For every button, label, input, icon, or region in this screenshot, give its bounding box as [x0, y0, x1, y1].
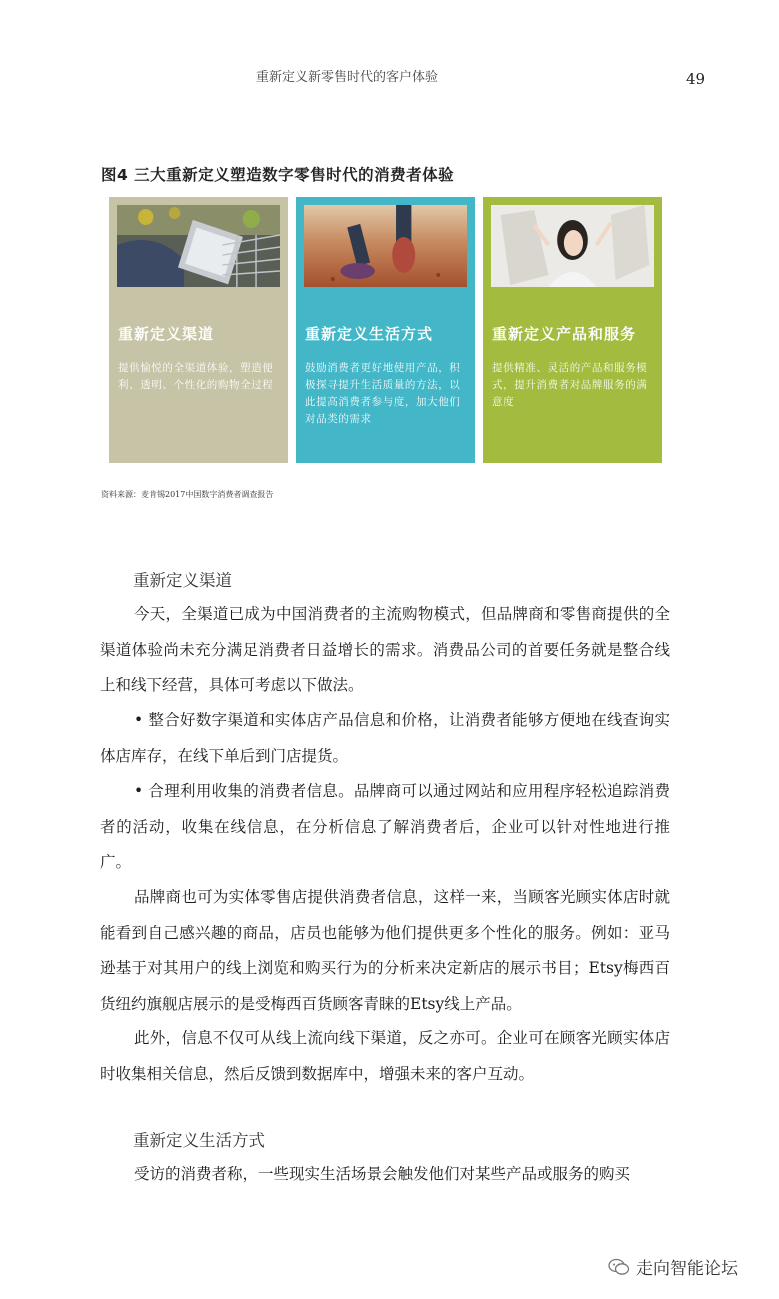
paragraph: 此外，信息不仅可从线上流向线下渠道，反之亦可。企业可在顾客光顾实体店时收集相关信息，然后反馈到数据库中，增强未来的客户互动。: [100, 1029, 670, 1083]
panel-channel-text: 提供愉悦的全渠道体验，塑造便利、透明、个性化的购物全过程: [118, 362, 274, 391]
panel-products-title: 重新定义产品和服务: [492, 325, 637, 343]
panel-channel-title: 重新定义渠道: [118, 325, 215, 343]
panel-products: [483, 197, 662, 463]
figure-panels: [109, 197, 662, 463]
paragraph: 品牌商也可为实体零售店提供消费者信息，这样一来，当顾客光顾实体店时就能看到自己感兴趣的商品，店员也能够为他们提供更多个性化的服务。例如：亚马逊基于对其用户的线上浏览和购买行为的分析来决定新店的展示书目；Etsy梅西百货纽约旗舰店展示的是受梅西百货顾客青睐的Etsy线上产品。: [100, 888, 670, 1013]
running-shoes-photo: [304, 205, 467, 287]
wechat-icon: [608, 1258, 630, 1276]
shopping-woman-photo: [491, 205, 654, 287]
bullet-paragraph: • 整合好数字渠道和实体店产品信息和价格，让消费者能够方便地在线查询实体店库存，在线下单后到门店提货。: [100, 711, 670, 765]
page-number: 49: [686, 70, 706, 88]
running-head: 重新定义新零售时代的客户体验: [256, 70, 439, 85]
watermark-text: 走向智能论坛: [636, 1259, 738, 1279]
figure-title: 图4 三大重新定义塑造数字零售时代的消费者体验: [101, 166, 455, 184]
bullet-paragraph: • 合理利用收集的消费者信息。品牌商可以通过网站和应用程序轻松追踪消费者的活动，收集在线信息，在分析信息了解消费者后，企业可以针对性地进行推广。: [100, 782, 670, 871]
section-heading-channel: 重新定义渠道: [133, 571, 232, 590]
paragraph: 受访的消费者称，一些现实生活场景会触发他们对某些产品或服务的购买: [134, 1165, 631, 1183]
shopping-cart-photo: [117, 205, 280, 287]
section-heading-lifestyle: 重新定义生活方式: [133, 1131, 265, 1150]
figure-source: 资料来源：麦肯锡2017中国数字消费者调查报告: [101, 490, 274, 499]
panel-lifestyle: [296, 197, 475, 463]
panel-channel: [109, 197, 288, 463]
panel-lifestyle-title: 重新定义生活方式: [305, 325, 434, 343]
panel-lifestyle-text: 鼓励消费者更好地使用产品，积极探寻提升生活质量的方法，以此提高消费者参与度，加大他们对品类的需求: [305, 362, 461, 425]
panel-products-text: 提供精准、灵活的产品和服务模式，提升消费者对品牌服务的满意度: [492, 362, 648, 408]
watermark: [608, 1254, 738, 1279]
paragraph: 今天，全渠道已成为中国消费者的主流购物模式，但品牌商和零售商提供的全渠道体验尚未充分满足消费者日益增长的需求。消费品公司的首要任务就是整合线上和线下经营，具体可考虑以下做法。: [100, 605, 670, 694]
